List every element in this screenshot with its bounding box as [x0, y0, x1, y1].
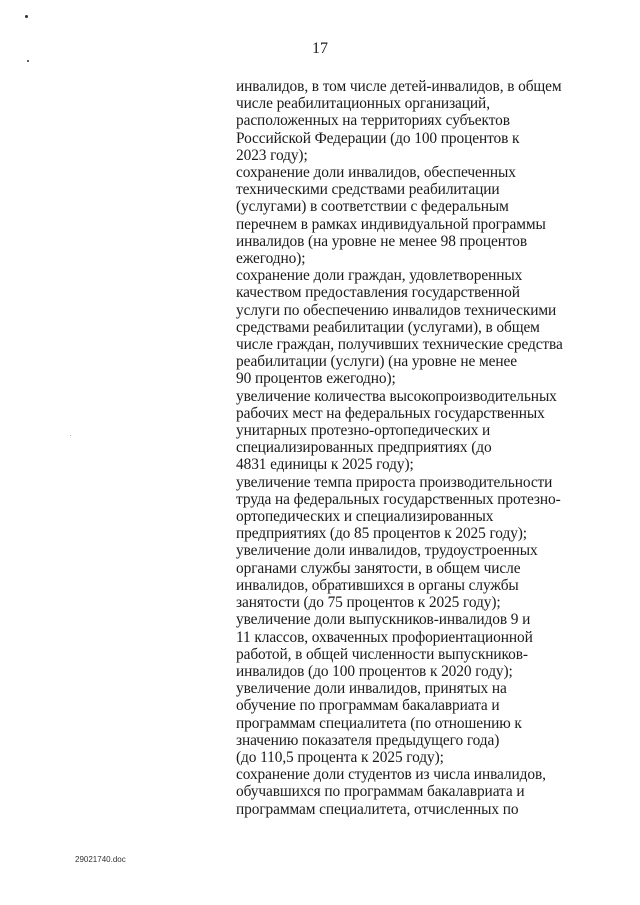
text-line: числе реабилитационных организаций, [236, 95, 490, 113]
text-line: увеличение доли инвалидов, принятых на [236, 680, 507, 698]
scan-speck [25, 15, 28, 18]
text-line: реабилитации (услуги) (на уровне не менее [236, 353, 517, 371]
text-line: предприятиях (до 85 процентов к 2025 году); [236, 525, 527, 543]
text-line: рабочих мест на федеральных государственных [236, 404, 545, 422]
text-line: перечнем в рамках индивидуальной программы [236, 215, 546, 233]
text-line: сохранение доли инвалидов, обеспеченных [236, 164, 516, 182]
text-line: Российской Федерации (до 100 процентов к [236, 129, 520, 147]
text-line: услуги по обеспечению инвалидов техническими [236, 301, 557, 319]
text-line: увеличение темпа прироста производительности [236, 473, 553, 491]
text-line: расположенных на территориях субъектов [236, 112, 510, 130]
text-line: значению показателя предыдущего года) [236, 731, 500, 749]
text-line: сохранение доли студентов из числа инвалидов, [236, 766, 546, 784]
text-line: программам специалитета, отчисленных по [236, 800, 519, 818]
text-line: (услугами) в соответствии с федеральным [236, 198, 509, 216]
text-line: обучение по программам бакалавриата и [236, 697, 500, 715]
text-line: увеличение количества высокопроизводительных [236, 387, 557, 405]
text-line: ортопедических и специализированных [236, 508, 494, 526]
text-line: инвалидов, обратившихся в органы службы [236, 576, 519, 594]
text-line: увеличение доли инвалидов, трудоустроенных [236, 542, 538, 560]
scan-speck [70, 435, 71, 436]
text-line: работой, в общей численности выпускников- [236, 645, 528, 663]
text-line: техническими средствами реабилитации [236, 181, 500, 199]
text-line: качеством предоставления государственной [236, 284, 520, 302]
text-line: обучавшихся по программам бакалавриата и [236, 783, 525, 801]
text-line: унитарных протезно-ортопедических и [236, 422, 491, 440]
text-line: инвалидов, в том числе детей-инвалидов, в общем [236, 78, 562, 95]
text-line: средствами реабилитации (услугами), в общем [236, 318, 540, 336]
text-line: увеличение доли выпускников-инвалидов 9 и [236, 611, 531, 629]
text-line: сохранение доли граждан, удовлетворенных [236, 267, 523, 285]
text-line: органами службы занятости, в общем числе [236, 559, 521, 577]
text-line: 2023 году); [236, 146, 308, 164]
footer-filename: 29021740.doc [75, 855, 126, 864]
text-line: 90 процентов ежегодно); [236, 370, 396, 388]
text-line: инвалидов (до 100 процентов к 2020 году); [236, 662, 513, 680]
scan-speck [27, 60, 29, 62]
text-line: специализированных предприятиях (до [236, 439, 492, 457]
text-line: числе граждан, получивших технические средства [236, 336, 563, 354]
text-line: (до 110,5 процента к 2025 году); [236, 748, 444, 766]
text-line: ежегодно); [236, 250, 306, 268]
page-number: 17 [312, 40, 328, 57]
text-line: труда на федеральных государственных протезно- [236, 490, 561, 508]
text-line: занятости (до 75 процентов к 2025 году); [236, 594, 501, 612]
text-line: программам специалитета (по отношению к [236, 714, 522, 732]
text-line: 11 классов, охваченных профориентационной [236, 628, 533, 646]
document-body [236, 78, 566, 818]
text-line: 4831 единицы к 2025 году); [236, 456, 414, 474]
text-line: инвалидов (на уровне не менее 98 процентов [236, 232, 528, 250]
